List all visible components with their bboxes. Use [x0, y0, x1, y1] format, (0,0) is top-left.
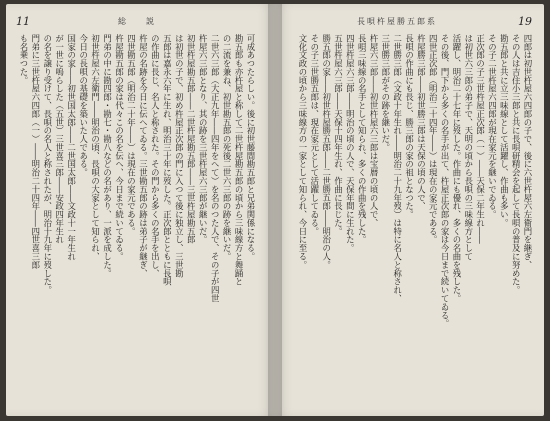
text-line: 四世正次郎（明治二十四年――）は現在の家元である。: [428, 34, 439, 244]
right-page-number: 19: [518, 15, 532, 28]
text-line: の二流を兼ね、初世勘五郎の死後二世六三郎の跡を継いだ。: [222, 34, 233, 261]
text-line: 活躍し、明治二十七年に歿した。作曲にも優れ、多くの名曲を残した。: [451, 34, 462, 303]
left-page-number: 11: [16, 15, 30, 28]
text-line: 正次郎の子三世杵屋正次郎（一）――天保二年生れ――: [475, 34, 486, 244]
text-line: 文化文政の頃から三味線方の一家として知られ、今日に至る。: [297, 34, 308, 269]
text-line: 杵屋の名跡を今日に伝へてゐる。三世勘五郎の跡は弟子が継ぎ、: [138, 34, 149, 278]
text-line: 長唄の作曲にも長じ、勝三郎の家の祖となつた。: [404, 34, 415, 219]
text-line: 四郎は初世杵屋六四郎の子で、後に六世杵屋六左衛門を継ぎ、: [523, 34, 533, 269]
text-line: 杵屋勘五郎の家は代々この名を伝へ、今日まで続いてゐる。: [114, 34, 125, 261]
text-line: 四世勘五郎（明治二十年――）は現在の家元である。: [126, 34, 137, 236]
text-line: は初世の子で、初め杵屋正次郎の門に入つて後に独立し、三世勘: [174, 34, 185, 278]
text-line: 五世杵屋六三郎――天保十四年生れ、作曲に長じた。: [333, 34, 344, 236]
text-line: 杵屋六三郎――初世杵屋六三郎は宝暦の頃の人で、: [369, 34, 380, 227]
text-line: 二世勝三郎（文政十年生れ――明治二十九年歿）は特に名人と称され、: [392, 34, 403, 303]
text-line: 初世杵屋六左衛門――明治の頃、長唄の大家として知られ、: [90, 34, 101, 261]
text-line: 勘五郎も亦杵屋と称して二世杵屋勘五郎の頃から三味線方と舞踊と: [234, 34, 245, 286]
text-line: その後、門下から多くの名手が出て、杵屋正次郎の家は今日まで続いてゐる。: [440, 34, 451, 328]
text-line: 勝五郎の家――初世杵屋勝五郎――二世勝五郎――明治の人。: [321, 34, 332, 269]
text-line: 初世杵屋勘五郎――二世杵屋勘五郎――三世杵屋勘五郎: [186, 34, 197, 244]
text-line: 国家の家――初世国太郎――二世国太郎――文政十一年生れ: [66, 34, 77, 261]
left-text-body: [18, 34, 257, 404]
text-line: 勘五郎と共に立三味線として活躍し、作曲も多い。: [499, 34, 510, 227]
text-line: 杵屋勝三郎――初世勝三郎は天保の頃の人で、: [416, 34, 427, 211]
text-line: 今日の長唄の基礎を築いた人である。: [78, 34, 89, 177]
text-line: は初世六三郎の弟子で、天明の頃から長唄の三味線方として: [463, 34, 474, 261]
text-line: 三世勝三郎がその跡を継いだ。: [380, 34, 391, 152]
text-line: 杵屋六三郎となり、其の跡を三世杵屋六三郎が継いだ。: [198, 34, 209, 244]
text-line: 四世杵屋六三郎――明治の頃の人で、天保年間に生れた。: [345, 34, 356, 253]
right-text-body: [297, 34, 534, 404]
right-running-head: 長唄杵屋勝五郎系: [357, 17, 437, 26]
text-line: その子二世杵屋六四郎が現在家元を継いでゐる。: [487, 34, 498, 219]
text-line: 門弟の中に勘四郎・勘七・勘八などの名があり、一派を成した。: [102, 34, 113, 278]
text-line: 二世六三郎（大正九年――四年をへて）を名のつた人で、その子が四世: [210, 34, 221, 303]
text-line: の作曲に長じ、名人と称された。その門から多くの名手を出し、: [150, 34, 161, 278]
text-line: 長唄三味線の名手として知られ、多くの作曲を残した。: [357, 34, 368, 244]
right-page: [275, 4, 544, 416]
text-line: 可成あつたらしい。後に初世藤間勘五郎と兄弟関係になる。: [246, 34, 256, 261]
text-line: が一世に嗚らした（五世）三世喜三郎――安政四年生れ: [54, 34, 65, 244]
text-line: 五郎は嘉永六年に生れ、明治三十年に歿した。正次郎とともに長唄: [162, 34, 173, 286]
left-page: [6, 4, 275, 416]
text-line: 門弟に三世杵屋六四郎（一）――明治二十四年――四世喜三郎: [30, 34, 41, 269]
text-line: も名乗つた。: [18, 34, 29, 85]
book-spread: [6, 4, 544, 416]
text-line: その子三世勝五郎は、現在家元として活躍してゐる。: [309, 34, 320, 236]
text-line: その人は吉住小三郎と共に長唄研精会を起して長唄の普及に努めた。: [511, 34, 522, 295]
left-running-head: 総 説: [118, 17, 160, 26]
text-line: の名を譲り受けて、長唄の名人と称されたが、明治十九年に歿した。: [42, 34, 53, 295]
